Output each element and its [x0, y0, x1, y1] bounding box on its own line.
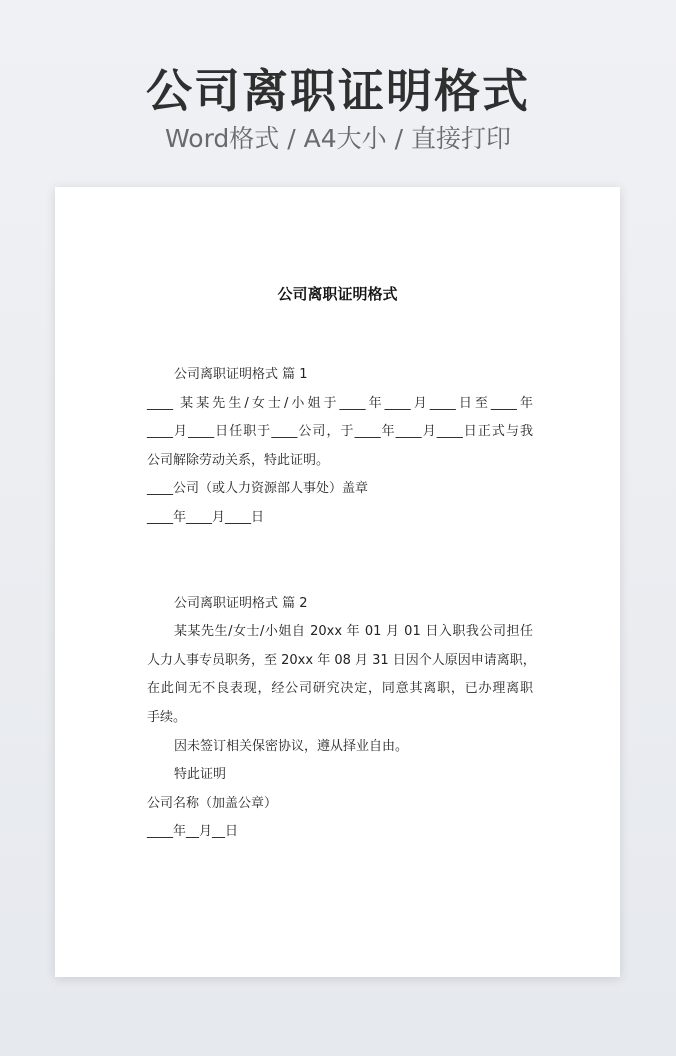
section1-line3: 公司解除劳动关系，特此证明。: [147, 452, 330, 468]
banner-title: 公司离职证明格式: [146, 64, 530, 118]
section2-para1-line2: 人力人事专员职务，至 20xx 年 08 月 31 日因个人原因申请离职，: [147, 652, 536, 668]
document-page: [55, 187, 620, 977]
section2-para3: 特此证明: [174, 767, 227, 783]
banner-subtitle: Word格式 / A4大小 / 直接打印: [165, 124, 511, 153]
section2-para1-line4: 手续。: [147, 709, 187, 725]
section2-para1-line3: 在此间无不良表现，经公司研究决定，同意其离职，已办理离职: [147, 681, 533, 697]
document-body: [147, 361, 536, 847]
section2-date: ____年__月__日: [147, 824, 239, 840]
section2-para2: 因未签订相关保密协议，遵从择业自由。: [174, 738, 409, 754]
section1-stamp-line: ____公司（或人力资源部人事处）盖章: [147, 481, 369, 497]
section1-line2: ____月____日任职于____公司，于____年____月____日正式与我: [147, 424, 533, 440]
section-gap: [147, 533, 533, 590]
section1-date-line: ____年____月____日: [147, 509, 265, 525]
section2-company: 公司名称（加盖公章）: [147, 795, 278, 811]
document-title: 公司离职证明格式: [277, 285, 398, 303]
section1-heading: 公司离职证明格式 篇 1: [174, 367, 308, 382]
section2-heading: 公司离职证明格式 篇 2: [174, 595, 308, 611]
banner-header: [0, 62, 676, 156]
section1-line1: ____ 某某先生/女士/小姐于____年____月____日至____年: [147, 395, 533, 411]
section2-para1-line1: 某某先生/女士/小姐自 20xx 年 01 月 01 日入职我公司担任: [174, 624, 533, 640]
